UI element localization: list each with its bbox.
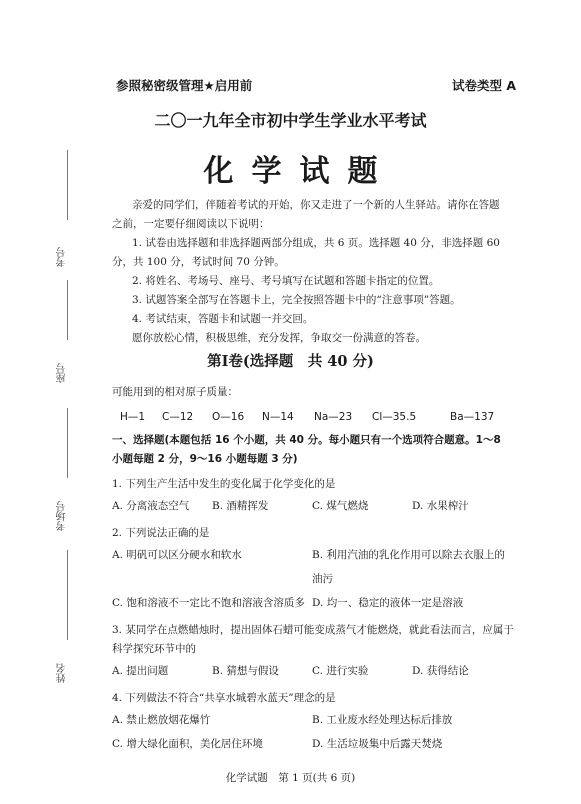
option-list [112, 543, 514, 615]
binding-label-room-number: 考场号 [57, 501, 68, 531]
binding-label-name: 姓名 [57, 663, 68, 683]
question-stem: 2. 下列说法正确的是 [112, 527, 210, 539]
binding-line [67, 280, 68, 340]
option-a: A. 禁止燃放烟花爆竹 [112, 714, 211, 726]
atomic-mass-list [112, 411, 514, 423]
question-4 [112, 689, 514, 756]
option-a: A. 分离液态空气 [112, 500, 190, 512]
option-b: B. 利用汽油的乳化作用可以除去衣服上的油污 [312, 549, 505, 585]
question-2 [112, 524, 514, 615]
question-stem: 3. 某同学在点燃蜡烛时，提出固体石蜡可能变成蒸气才能燃烧，就此看法而言，应属于科学探究环节中的 [112, 624, 514, 655]
option-a: A. 提出问题 [112, 665, 169, 677]
atomic-mass-item: Cl—35.5 [372, 411, 417, 423]
part-one-heading: 一、选择题(本题包括 16 个小题，共 40 分。每小题只有一个选项符合题意。1～8 小题每题 2 分，9～16 小题每题 3 分) [112, 434, 501, 465]
atomic-mass-item: O—16 [212, 411, 245, 423]
option-d: D. 生活垃圾集中后露天焚烧 [312, 738, 443, 750]
atomic-mass-item: Na—23 [314, 411, 353, 423]
binding-line [67, 550, 68, 640]
binding-label-seat-number: 座号 [57, 363, 68, 383]
option-d: D. 均一、稳定的液体一定是溶液 [312, 597, 464, 609]
subject-title: 化学试题 [203, 154, 396, 189]
binding-label-exam-number: 考号 [57, 247, 68, 267]
question-stem: 1. 下列生产生活中发生的变化属于化学变化的是 [112, 478, 336, 490]
exam-title: 二〇一九年全市初中学生学业水平考试 [154, 111, 427, 130]
greeting-text: 亲爱的同学们，伴随着考试的开始，你又走进了一个新的人生驿站。请你在答题之前，一定要仔细阅读以下说明： [112, 199, 500, 230]
section-title: 第Ⅰ卷(选择题 共 40 分) [207, 353, 374, 370]
instruction-note: 3. 试题答案全部写在答题卡上，完全按照答题卡中的“注意事项”答题。 [132, 294, 461, 306]
option-list [112, 708, 514, 756]
option-c: C. 煤气燃烧 [312, 500, 369, 512]
binding-line [67, 408, 68, 478]
question-1 [112, 475, 514, 518]
confidential-notice: 参照秘密级管理★启用前 [116, 78, 253, 93]
option-list [112, 494, 514, 518]
option-b: B. 酒精挥发 [212, 500, 269, 512]
question-body [112, 384, 514, 756]
atomic-mass-item: N—14 [262, 411, 294, 423]
binding-margin [55, 150, 81, 710]
closing-text: 愿你放松心情，积极思维，充分发挥，争取交一份满意的答卷。 [132, 332, 426, 344]
option-d: D. 水果榨汁 [412, 500, 469, 512]
option-a: A. 明矾可以区分硬水和软水 [112, 549, 242, 561]
option-b: B. 猜想与假设 [212, 665, 279, 677]
atomic-mass-item: Ba—137 [450, 411, 495, 423]
option-b: B. 工业废水经处理达标后排放 [312, 714, 453, 726]
instructions [112, 196, 504, 348]
atomic-mass-item: H—1 [120, 411, 146, 423]
option-c: C. 饱和溶液不一定比不饱和溶液含溶质多 [112, 597, 305, 609]
option-c: C. 增大绿化面积，美化居住环境 [112, 738, 263, 750]
instruction-note: 2. 将姓名、考场号、座号、考号填写在试题和答题卡指定的位置。 [132, 275, 440, 287]
option-c: C. 进行实验 [312, 665, 369, 677]
instruction-note: 1. 试卷由选择题和非选择题两部分组成，共 6 页。选择题 40 分，非选择题 60 分，共 100 分，考试时间 70 分钟。 [112, 237, 500, 268]
question-stem: 4. 下列做法不符合“共享水城碧水蓝天”理念的是 [112, 692, 336, 704]
atomic-mass-intro: 可能用到的相对原子质量： [112, 386, 238, 398]
instruction-note: 4. 考试结束，答题卡和试题一并交回。 [132, 313, 314, 325]
question-3 [112, 621, 514, 683]
option-list [112, 659, 514, 683]
page-footer: 化学试题 第 1 页(共 6 页) [225, 772, 356, 784]
atomic-mass-item: C—12 [162, 411, 194, 423]
paper-type: 试卷类型 A [452, 78, 517, 93]
option-d: D. 获得结论 [412, 665, 469, 677]
